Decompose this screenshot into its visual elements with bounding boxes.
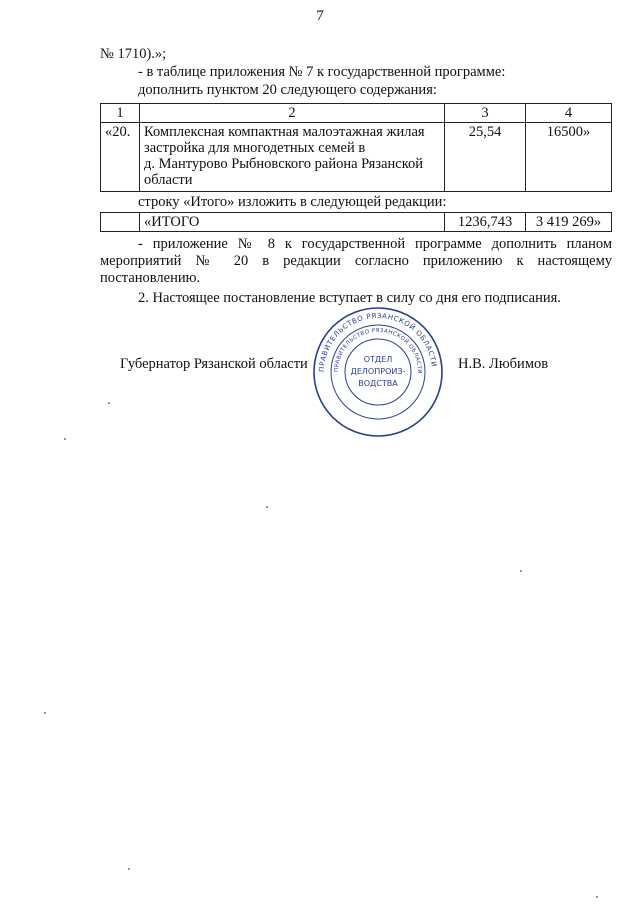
program-table <box>100 103 612 192</box>
official-seal-stamp <box>312 306 444 438</box>
item-description-line: д. Мантурово Рыбновского района Рязанской <box>144 156 424 172</box>
item-number-cell: «20. <box>101 123 140 192</box>
item-value3-cell: 25,54 <box>445 123 526 192</box>
empty-cell <box>101 213 140 232</box>
item-value4-cell: 16500» <box>526 123 612 192</box>
signatory-title: Губернатор Рязанской области <box>120 356 308 372</box>
scan-speck <box>596 896 598 898</box>
paragraph-appendix-8: - приложение № 8 к государственной программе дополнить планом мероприятий № 20 в редакции согласно приложению к настоящему постановлению. <box>100 236 612 286</box>
seal-center-line: ВОДСТВА <box>358 379 398 388</box>
scan-speck <box>64 438 66 440</box>
table-row <box>101 213 612 232</box>
item-description-line: застройка для многодетных семей в <box>144 140 366 156</box>
seal-center-line: ДЕЛОПРОИЗ- <box>350 367 406 376</box>
text-line-add-item: дополнить пунктом 20 следующего содержания: <box>138 82 437 98</box>
table-header-cell: 3 <box>445 104 526 123</box>
seal-inner-text: ПРАВИТЕЛЬСТВО РЯЗАНСКОЙ ОБЛАСТИ <box>333 327 423 374</box>
table-header-cell: 1 <box>101 104 140 123</box>
scan-speck <box>520 570 522 572</box>
item-description-line: области <box>144 172 193 188</box>
scan-speck <box>266 506 268 508</box>
itogo-value4-cell: 3 419 269» <box>526 213 612 232</box>
table-header-cell: 4 <box>526 104 612 123</box>
text-line-continuation: № 1710).»; <box>100 46 167 62</box>
scan-speck <box>128 868 130 870</box>
text-line-itogo-intro: строку «Итого» изложить в следующей редакции: <box>138 194 447 210</box>
seal-center-line: ОТДЕЛ <box>363 355 393 364</box>
table-row <box>101 123 612 192</box>
table-header-row <box>101 104 612 123</box>
item-description-line: Комплексная компактная малоэтажная жилая <box>144 124 425 140</box>
scan-speck <box>44 712 46 714</box>
item-description-cell <box>140 123 445 192</box>
paragraph-effective-date: 2. Настоящее постановление вступает в силу со дня его подписания. <box>138 290 561 306</box>
scan-speck <box>108 402 110 404</box>
text-line-table-intro: - в таблице приложения № 7 к государственной программе: <box>138 64 506 80</box>
itogo-table <box>100 212 612 232</box>
signatory-name: Н.В. Любимов <box>458 356 549 372</box>
seal-outer-text: ПРАВИТЕЛЬСТВО РЯЗАНСКОЙ ОБЛАСТИ <box>317 311 438 373</box>
table-header-cell: 2 <box>140 104 445 123</box>
itogo-label-cell: «ИТОГО <box>140 213 445 232</box>
itogo-value3-cell: 1236,743 <box>445 213 526 232</box>
page-number: 7 <box>316 8 324 24</box>
